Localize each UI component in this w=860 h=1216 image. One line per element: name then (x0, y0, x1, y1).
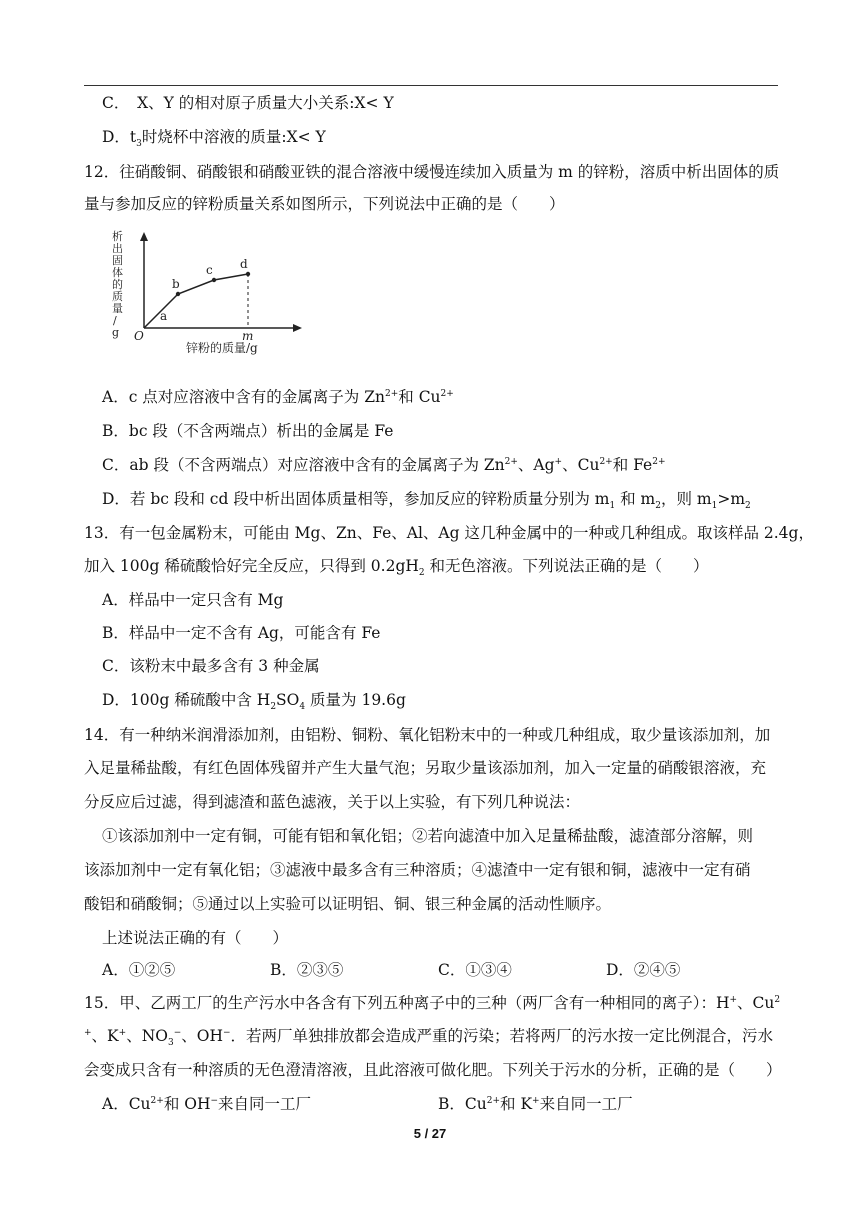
q13-option-d: D．100g 稀硫酸中含 $H_2SO_4$ 质量为 19.6g (102, 691, 406, 713)
graph-point-a-label: a (160, 309, 168, 323)
graph-point-d (246, 272, 250, 276)
q13-option-b: B．样品中一定不含有 Ag，可能含有 Fe (102, 624, 381, 642)
q14-question: 上述说法正确的有（ ） (102, 929, 289, 947)
q15-stem-line2: +、K+、$NO_3^-$、OH−．若两厂单独排放都会造成严重的污染；若将两厂的污水按一定比例混合，污水 (84, 1027, 774, 1049)
zinc-precipitate-graph (110, 228, 310, 356)
q14-stem-line3: 分反应后过滤，得到滤渣和蓝色滤液，关于以上实验，有下列几种说法： (84, 793, 581, 811)
q11-option-c: C． X、Y 的相对原子质量大小关系:X< Y (102, 94, 394, 112)
graph-point-c (212, 278, 216, 282)
q14-statements-line2: 该添加剂中一定有氧化铝；③滤液中最多含有三种溶质；④滤渣中一定有银和铜，滤液中一定有硝 (84, 861, 751, 879)
q13-option-a: A．样品中一定只含有 Mg (102, 591, 284, 609)
q14-statements-line1: ①该添加剂中一定有铜，可能有铝和氧化铝；②若向滤渣中加入足量稀盐酸，滤渣部分溶解，则 (102, 827, 754, 845)
graph-ylabel-8: g (112, 326, 120, 339)
q15-option-b: B．$Cu^{2+}$和 K+来自同一工厂 (438, 1095, 633, 1113)
q12-option-a: A．c 点对应溶液中含有的金属离子为 $Zn^{2+}$和 $Cu^{2+}$ (102, 388, 454, 406)
graph-point-d-label: d (240, 257, 248, 271)
q14-option-b: B．②③⑤ (270, 961, 344, 979)
q14-option-a: A．①②⑤ (102, 961, 176, 979)
q14-statements-line3: 酸铝和硝酸铜；⑤通过以上实验可以证明铝、铜、银三种金属的活动性顺序。 (84, 895, 612, 913)
q15-stem-line1: 15．甲、乙两工厂的生产污水中各含有下列五种离子中的三种（两厂含有一种相同的离子）：H+、Cu$^2$ (84, 994, 781, 1012)
page-number: 5 / 27 (413, 1126, 447, 1141)
q14-stem-line1: 14．有一种纳米润滑添加剂，由铝粉、铜粉、氧化铝粉末中的一种或几种组成，取少量该添加剂，加 (84, 726, 771, 744)
q12-option-c: C．ab 段（不含两端点）对应溶液中含有的金属离子为 $Zn^{2+}$、Ag+、$Cu^{2+}$和 $Fe^{2+}$ (102, 456, 666, 474)
q14-option-c: C．①③④ (438, 961, 512, 979)
q15-stem-line3: 会变成只含有一种溶质的无色澄清溶液，且此溶液可做化肥。下列关于污水的分析，正确的是（ ） (84, 1061, 782, 1079)
graph-point-c-label: c (206, 263, 213, 277)
q14-option-d: D．②④⑤ (606, 961, 681, 979)
q14-stem-line2: 入足量稀盐酸，有红色固体残留并产生大量气泡；另取少量该添加剂，加入一定量的硝酸银溶液，充 (84, 759, 767, 777)
graph-ylabel-2: 固 (112, 254, 123, 267)
header-rule (84, 85, 778, 86)
q12-option-d: D．若 bc 段和 cd 段中析出固体质量相等，参加反应的锌粉质量分别为 $m_1$ 和 $m_2$，则 $m_1>m_2$ (102, 490, 751, 512)
graph-point-b (176, 292, 180, 296)
q13-stem-line1: 13．有一包金属粉末，可能由 Mg、Zn、Fe、Al、Ag 这几种金属中的一种或几种组成。取该样品 2.4g， (84, 524, 814, 542)
q12-stem-line2: 量与参加反应的锌粉质量关系如图所示，下列说法中正确的是（ ） (84, 195, 565, 213)
q12-stem-line1: 12．往硝酸铜、硝酸银和硝酸亚铁的混合溶液中缓慢连续加入质量为 m 的锌粉，溶质中析出固体的质 (84, 163, 780, 181)
graph-ylabel-1: 出 (112, 242, 123, 255)
graph-ylabel-4: 的 (112, 278, 123, 291)
q13-stem-line2: 加入 100g 稀硫酸恰好完全反应，只得到 $0.2gH_2$ 和无色溶液。下列说法正确的是（ ） (84, 557, 709, 579)
graph-ylabel-7: / (113, 314, 117, 327)
q11-option-d: D．$t_3$时烧杯中溶液的质量:X< Y (102, 128, 326, 150)
graph-x-arrow (293, 324, 302, 332)
graph-ylabel-5: 质 (112, 290, 123, 303)
graph-xlabel: 锌粉的质量/g (186, 341, 258, 355)
q13-option-c: C．该粉末中最多含有 3 种金属 (102, 657, 320, 675)
graph-y-arrow (140, 232, 148, 241)
graph-ylabel-6: 量 (112, 302, 123, 315)
graph-ylabel-3: 体 (112, 266, 123, 279)
graph-origin-label: O (134, 329, 144, 343)
graph-point-b-label: b (172, 277, 180, 291)
q15-option-a: A．$Cu^{2+}$和 OH−来自同一工厂 (102, 1095, 312, 1113)
graph-m-label: m (242, 329, 254, 343)
graph-ylabel-0: 析 (112, 230, 123, 243)
q12-option-b: B．bc 段（不含两端点）析出的金属是 Fe (102, 422, 394, 440)
